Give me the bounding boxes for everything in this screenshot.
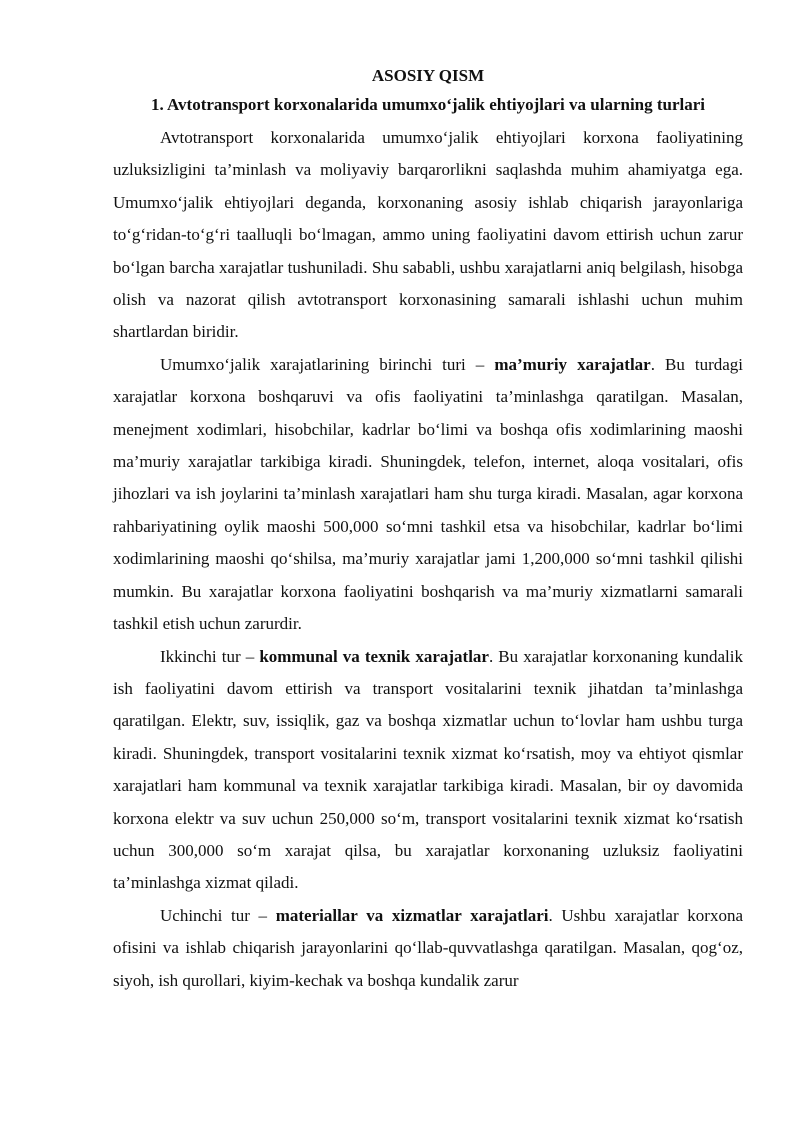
paragraph-text: Uchinchi tur – <box>160 905 276 925</box>
paragraph-text: Ikkinchi tur – <box>160 646 260 666</box>
paragraph-text: . Bu xarajatlar korxonaning kundalik ish faoliyatini davom ettirish va transport vositalarini texnik jihatdan ta’minlashga qaratilgan. Elektr, suv, issiqlik, gaz va boshqa xizmatlar uchun to‘lovlar ham ushbu turga kiradi. Shuningdek, transport vositalarini texnik xizmat ko‘rsatish, moy va ehtiyot qismlar xarajatlari ham kommunal va texnik xarajatlar tarkibiga kiradi. Masalan, bir oy davomida korxona elektr va suv uchun 250,000 so‘m, transport vositalarini texnik xizmat ko‘rsatish uchun 300,000 so‘m xarajat qilsa, bu xarajatlar korxonaning uzluksiz faoliyatini ta’minlashga xizmat qiladi. <box>113 646 744 893</box>
paragraph-materials-services-costs <box>113 900 743 997</box>
paragraph-text: Avtotransport korxonalarida umumxo‘jalik ehtiyojlari korxona faoliyatining uzluksizligini ta’minlash va moliyaviy barqarorlikni saqlashda muhim ahamiyatga ega. Umumxo‘jalik ehtiyojlari deganda, korxonaning asosiy ishlab chiqarish jarayonlariga to‘g‘ridan-to‘g‘ri taalluqli bo‘lmagan, ammo uning faoliyatini davom ettirish uchun zarur bo‘lgan barcha xarajatlar tushuniladi. Shu sababli, ushbu xarajatlarni aniq belgilash, hisobga olish va nazorat qilish avtotransport korxonasining samarali ishlashi uchun muhim shartlardan biridir. <box>113 128 743 342</box>
document-page <box>113 62 743 997</box>
emphasized-term: kommunal va texnik xarajatlar <box>259 646 489 666</box>
paragraph-text: . Bu turdagi xarajatlar korxona boshqaruvi va ofis faoliyatini ta’minlashga qaratilgan. Masalan, menejment xodimlari, hisobchilar, kadrlar bo‘limi va boshqa ofis xodimlarining maoshi ma’muriy xarajatlar tarkibiga kiradi. Shuningdek, telefon, internet, aloqa vositalari, ofis jihozlari va ish joylarini ta’minlash xarajatlari ham shu turga kiradi. Masalan, agar korxona rahbariyatining oylik maoshi 500,000 so‘mni tashkil etsa va hisobchilar, kadrlar bo‘limi xodimlarining maoshi qo‘shilsa, ma’muriy xarajatlar jami 1,200,000 so‘mni tashkil qilishi mumkin. Bu xarajatlar korxona faoliyatini boshqarish va ma’muriy xizmatlarni samarali tashkil etish uchun zarurdir. <box>113 354 744 634</box>
paragraph-utility-technical-costs <box>113 641 743 900</box>
paragraph-text: Umumxo‘jalik xarajatlarining birinchi turi – <box>160 354 495 374</box>
paragraph-intro <box>113 122 743 349</box>
main-title: ASOSIY QISM <box>371 66 485 85</box>
section-title: 1. Avtotransport korxonalarida umumxo‘jalik ehtiyojlari va ularning turlari <box>150 95 706 114</box>
emphasized-term: materiallar va xizmatlar xarajatlari <box>275 905 549 925</box>
paragraph-text: . Ushbu xarajatlar korxona ofisini va ishlab chiqarish jarayonlarini qo‘llab-quvvatlashga qaratilgan. Masalan, qog‘oz, siyoh, ish qurollari, kiyim-kechak va boshqa kundalik zarur <box>113 905 744 990</box>
emphasized-term: ma’muriy xarajatlar <box>494 354 651 374</box>
paragraph-administrative-costs <box>113 349 743 641</box>
